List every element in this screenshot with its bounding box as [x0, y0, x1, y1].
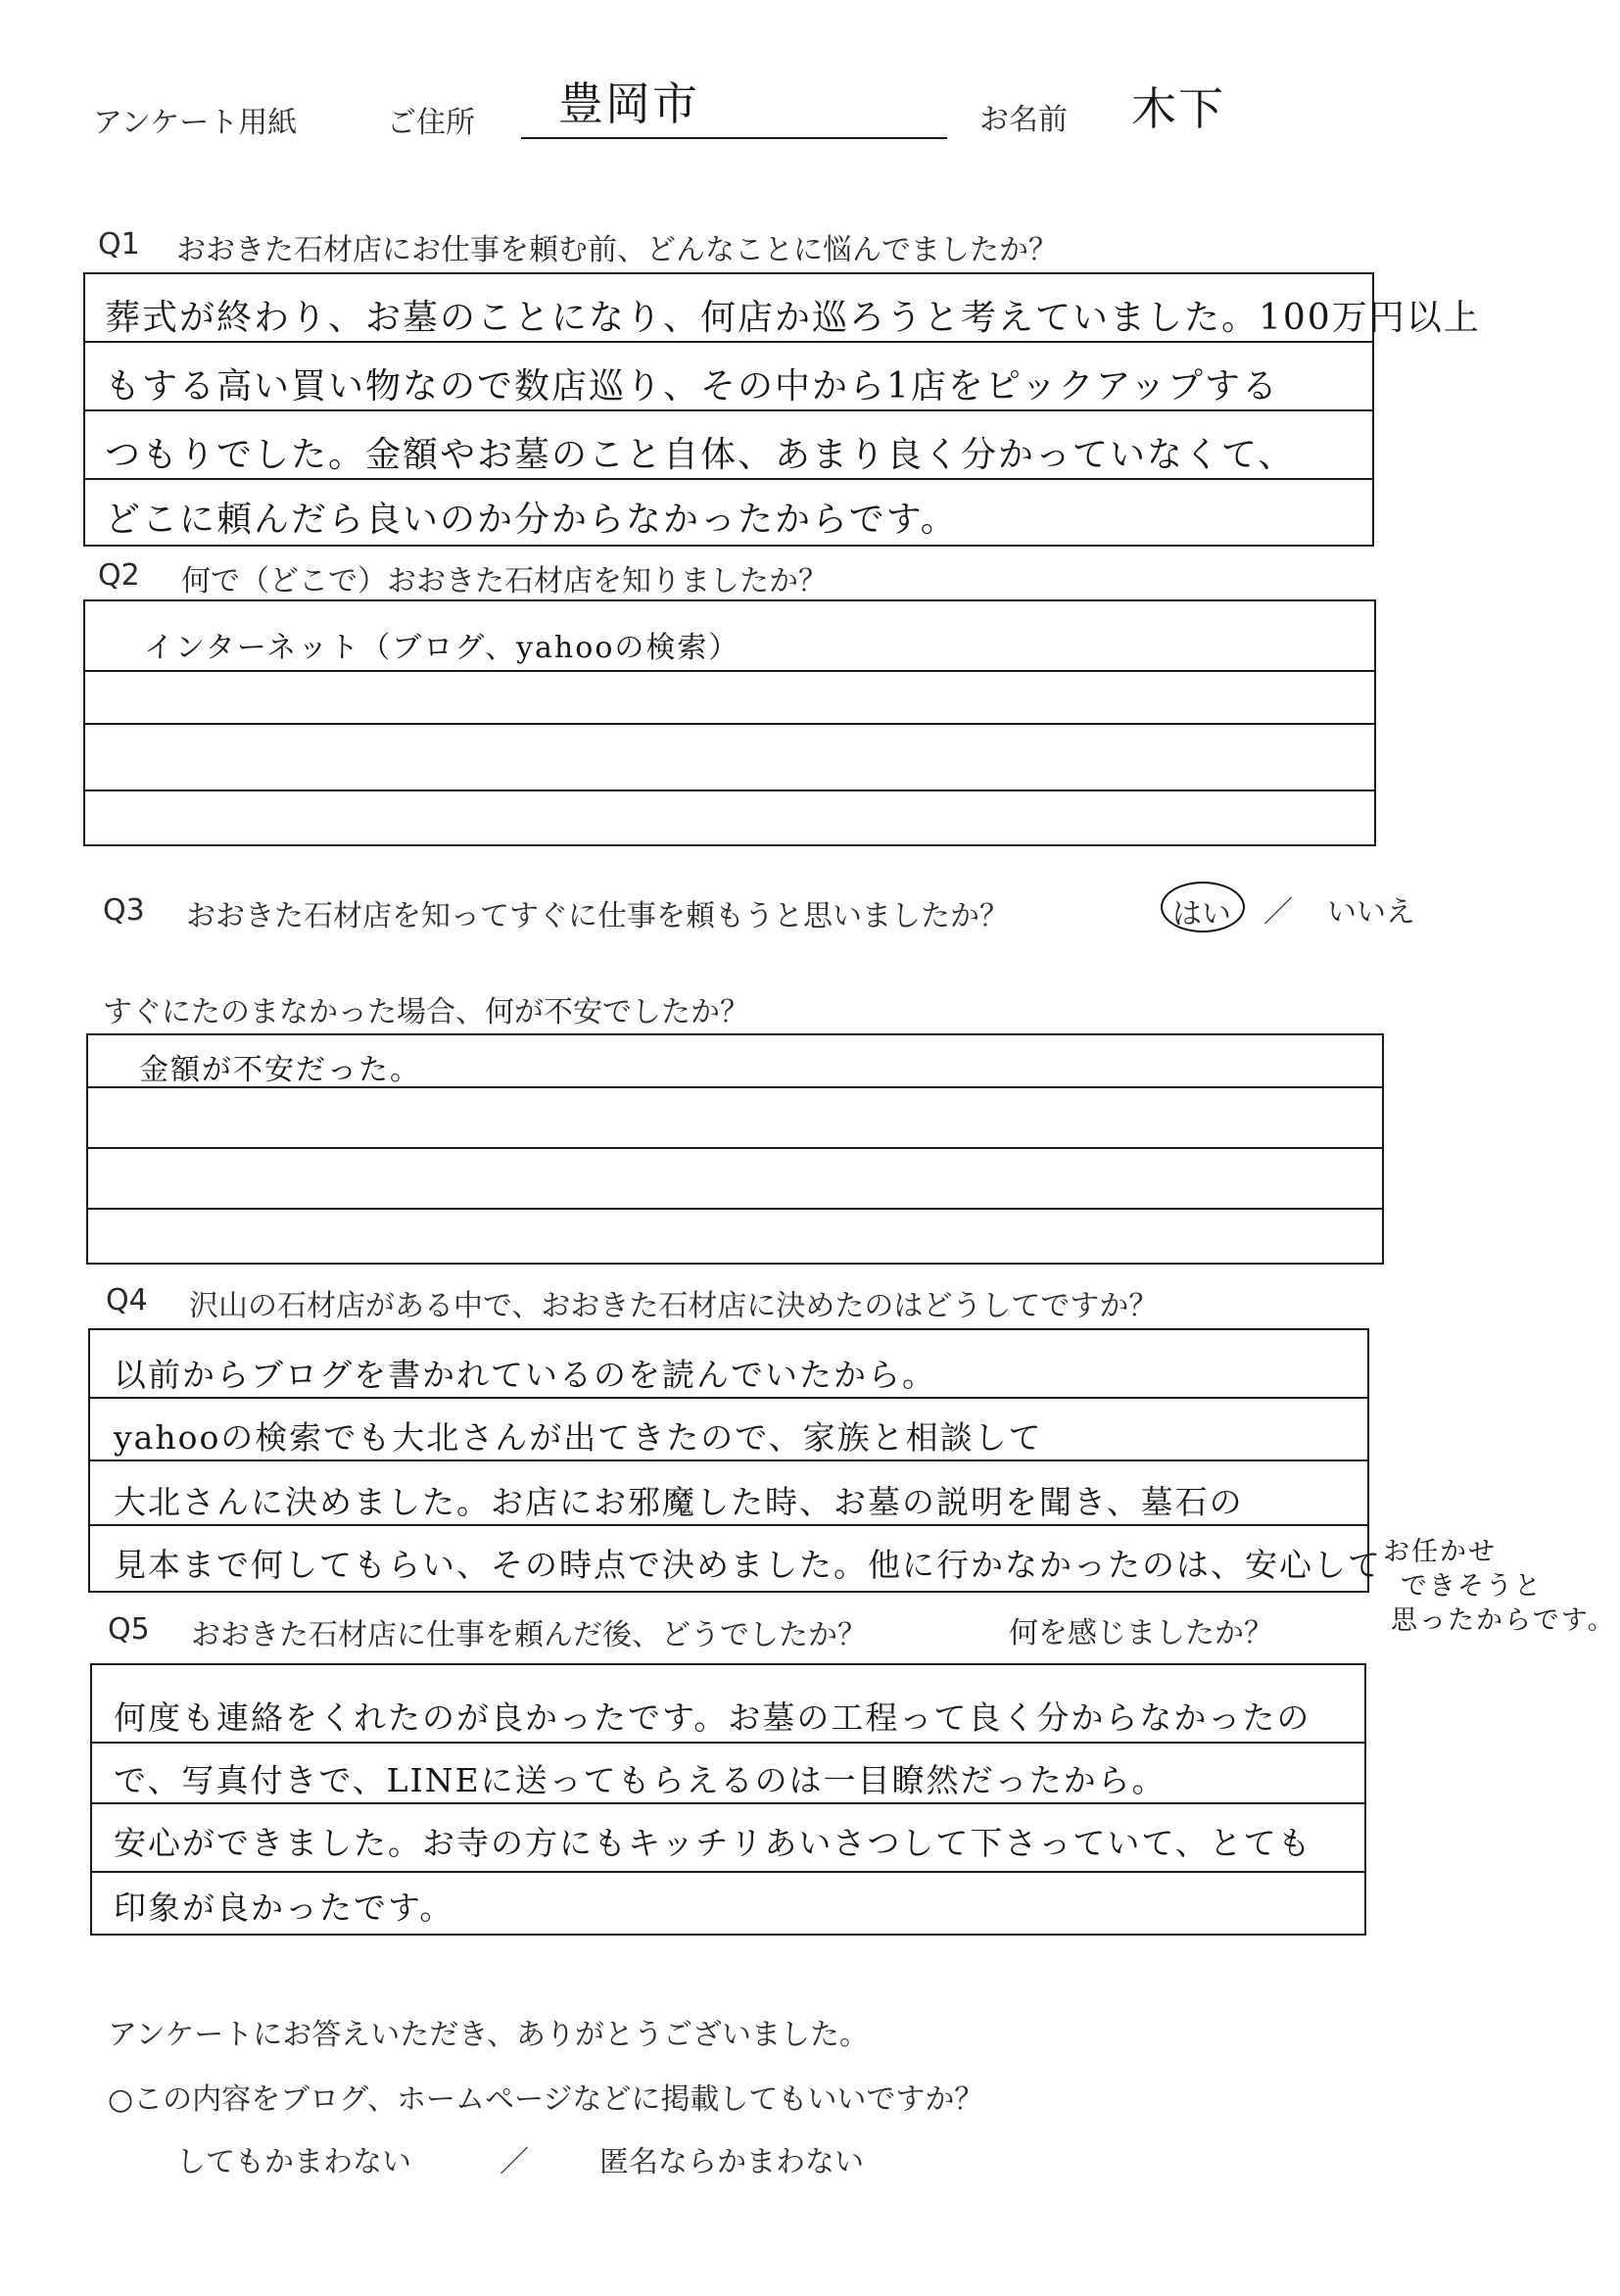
q1-number: Q1	[98, 227, 140, 262]
answer-row-line	[92, 1742, 1364, 1744]
address-value[interactable]: 豊岡市	[558, 77, 699, 130]
q5-answer-line-4: 印象が良かったです。	[114, 1889, 454, 1927]
q4-answer-line-2: yahooの検索でも大北さんが出てきたので、家族と相談して	[114, 1418, 1043, 1457]
consent-separator: ／	[500, 2145, 529, 2179]
q4-answer-line-3: 大北さんに決めました。お店にお邪魔した時、お墓の説明を聞き、墓石の	[114, 1483, 1244, 1521]
q5-question-2: 何を感じましたか？	[1009, 1616, 1273, 1650]
q3-followup-question: すぐにたのまなかった場合、何が不安でしたか？	[103, 995, 749, 1029]
name-value[interactable]: 木下	[1131, 82, 1225, 135]
q3-yes-option[interactable]: はい	[1172, 897, 1231, 932]
q4-question: 沢山の石材店がある中で、おおきた石材店に決めたのはどうしてですか？	[189, 1289, 1159, 1323]
q5-answer-line-1: 何度も連絡をくれたのが良かったです。お墓の工程って良く分からなかったの	[114, 1698, 1311, 1737]
answer-row-line	[85, 670, 1374, 672]
q5-number: Q5	[108, 1612, 150, 1647]
q3-question: おおきた石材店を知ってすぐに仕事を頼もうと思いましたか？	[186, 899, 1009, 933]
q1-answer-box[interactable]	[83, 272, 1481, 547]
answer-row-line	[85, 789, 1374, 791]
address-underline	[521, 137, 947, 139]
q4-answer-line-4: 見本まで何してもらい、その時点で決めました。他に行かなかったのは、安心して	[114, 1546, 1382, 1584]
answer-row-line	[85, 478, 1372, 480]
consent-option-allow[interactable]: してもかまわない	[176, 2145, 411, 2179]
answer-row-line	[88, 1147, 1382, 1149]
name-label: お名前	[979, 103, 1068, 137]
q3-number: Q3	[103, 893, 145, 928]
q5-answer-line-2: で、写真付きで、LINEに送ってもらえるのは一目瞭然だったから。	[114, 1761, 1167, 1799]
q3-separator: ／	[1263, 895, 1293, 930]
q3-answer-line-1: 金額が不安だった。	[139, 1053, 421, 1087]
q1-answer-line-1: 葬式が終わり、お墓のことになり、何店か巡ろうと考えていました。100万円以上	[105, 298, 1481, 338]
q5-answer-box[interactable]	[90, 1663, 1366, 1936]
q5-question: おおきた石材店に仕事を頼んだ後、どうでしたか？	[191, 1618, 867, 1652]
consent-question: ○この内容をブログ、ホームページなどに掲載してもいいですか？	[108, 2082, 984, 2117]
address-label: ご住所	[387, 106, 475, 140]
q4-number: Q4	[106, 1283, 148, 1317]
q1-answer-line-4: どこに頼んだら良いのか分からなかったからです。	[105, 500, 958, 540]
q4-margin-note-1: お任かせ	[1383, 1537, 1497, 1567]
thanks-message: アンケートにお答えいただき、ありがとうございました。	[108, 2018, 869, 2052]
q5-answer-line-3: 安心ができました。お寺の方にもキッチリあいさつして下さっていて、とても	[114, 1824, 1312, 1862]
answer-row-line	[85, 723, 1374, 725]
q1-answer-line-3: つもりでした。金額やお墓のこと自体、あまり良く分かっていなくて、	[105, 435, 1296, 475]
q2-answer-line-1: インターネット（ブログ、yahooの検索）	[144, 631, 740, 665]
answer-row-line	[85, 341, 1372, 343]
answer-row-line	[88, 1208, 1382, 1210]
consent-option-anonymous[interactable]: 匿名ならかまわない	[599, 2145, 864, 2179]
form-title: アンケート用紙	[93, 106, 298, 140]
q2-answer-box[interactable]	[83, 599, 1376, 846]
q1-answer-line-2: もする高い買い物なので数店巡り、その中から1店をピックアップする	[105, 366, 1279, 407]
answer-row-line	[90, 1459, 1367, 1461]
q2-question: 何で（どこで）おおきた石材店を知りましたか？	[181, 564, 828, 598]
q2-number: Q2	[98, 558, 140, 593]
q3-no-option[interactable]: いいえ	[1327, 895, 1415, 930]
answer-row-line	[90, 1397, 1367, 1399]
q1-question: おおきた石材店にお仕事を頼む前、どんなことに悩んでましたか？	[176, 233, 1058, 267]
q4-answer-box[interactable]	[88, 1328, 1382, 1593]
q4-answer-line-1: 以前からブログを書かれているのを読んでいたから。	[114, 1356, 936, 1394]
q3-answer-box[interactable]	[86, 1033, 1384, 1265]
q4-margin-note-3: 思ったからです。	[1391, 1605, 1616, 1636]
q4-margin-note-2: できそうと	[1401, 1571, 1543, 1602]
answer-row-line	[90, 1524, 1367, 1526]
selected-circle-mark	[1161, 882, 1245, 933]
answer-row-line	[92, 1802, 1364, 1804]
answer-row-line	[85, 409, 1372, 411]
answer-row-line	[92, 1871, 1364, 1873]
